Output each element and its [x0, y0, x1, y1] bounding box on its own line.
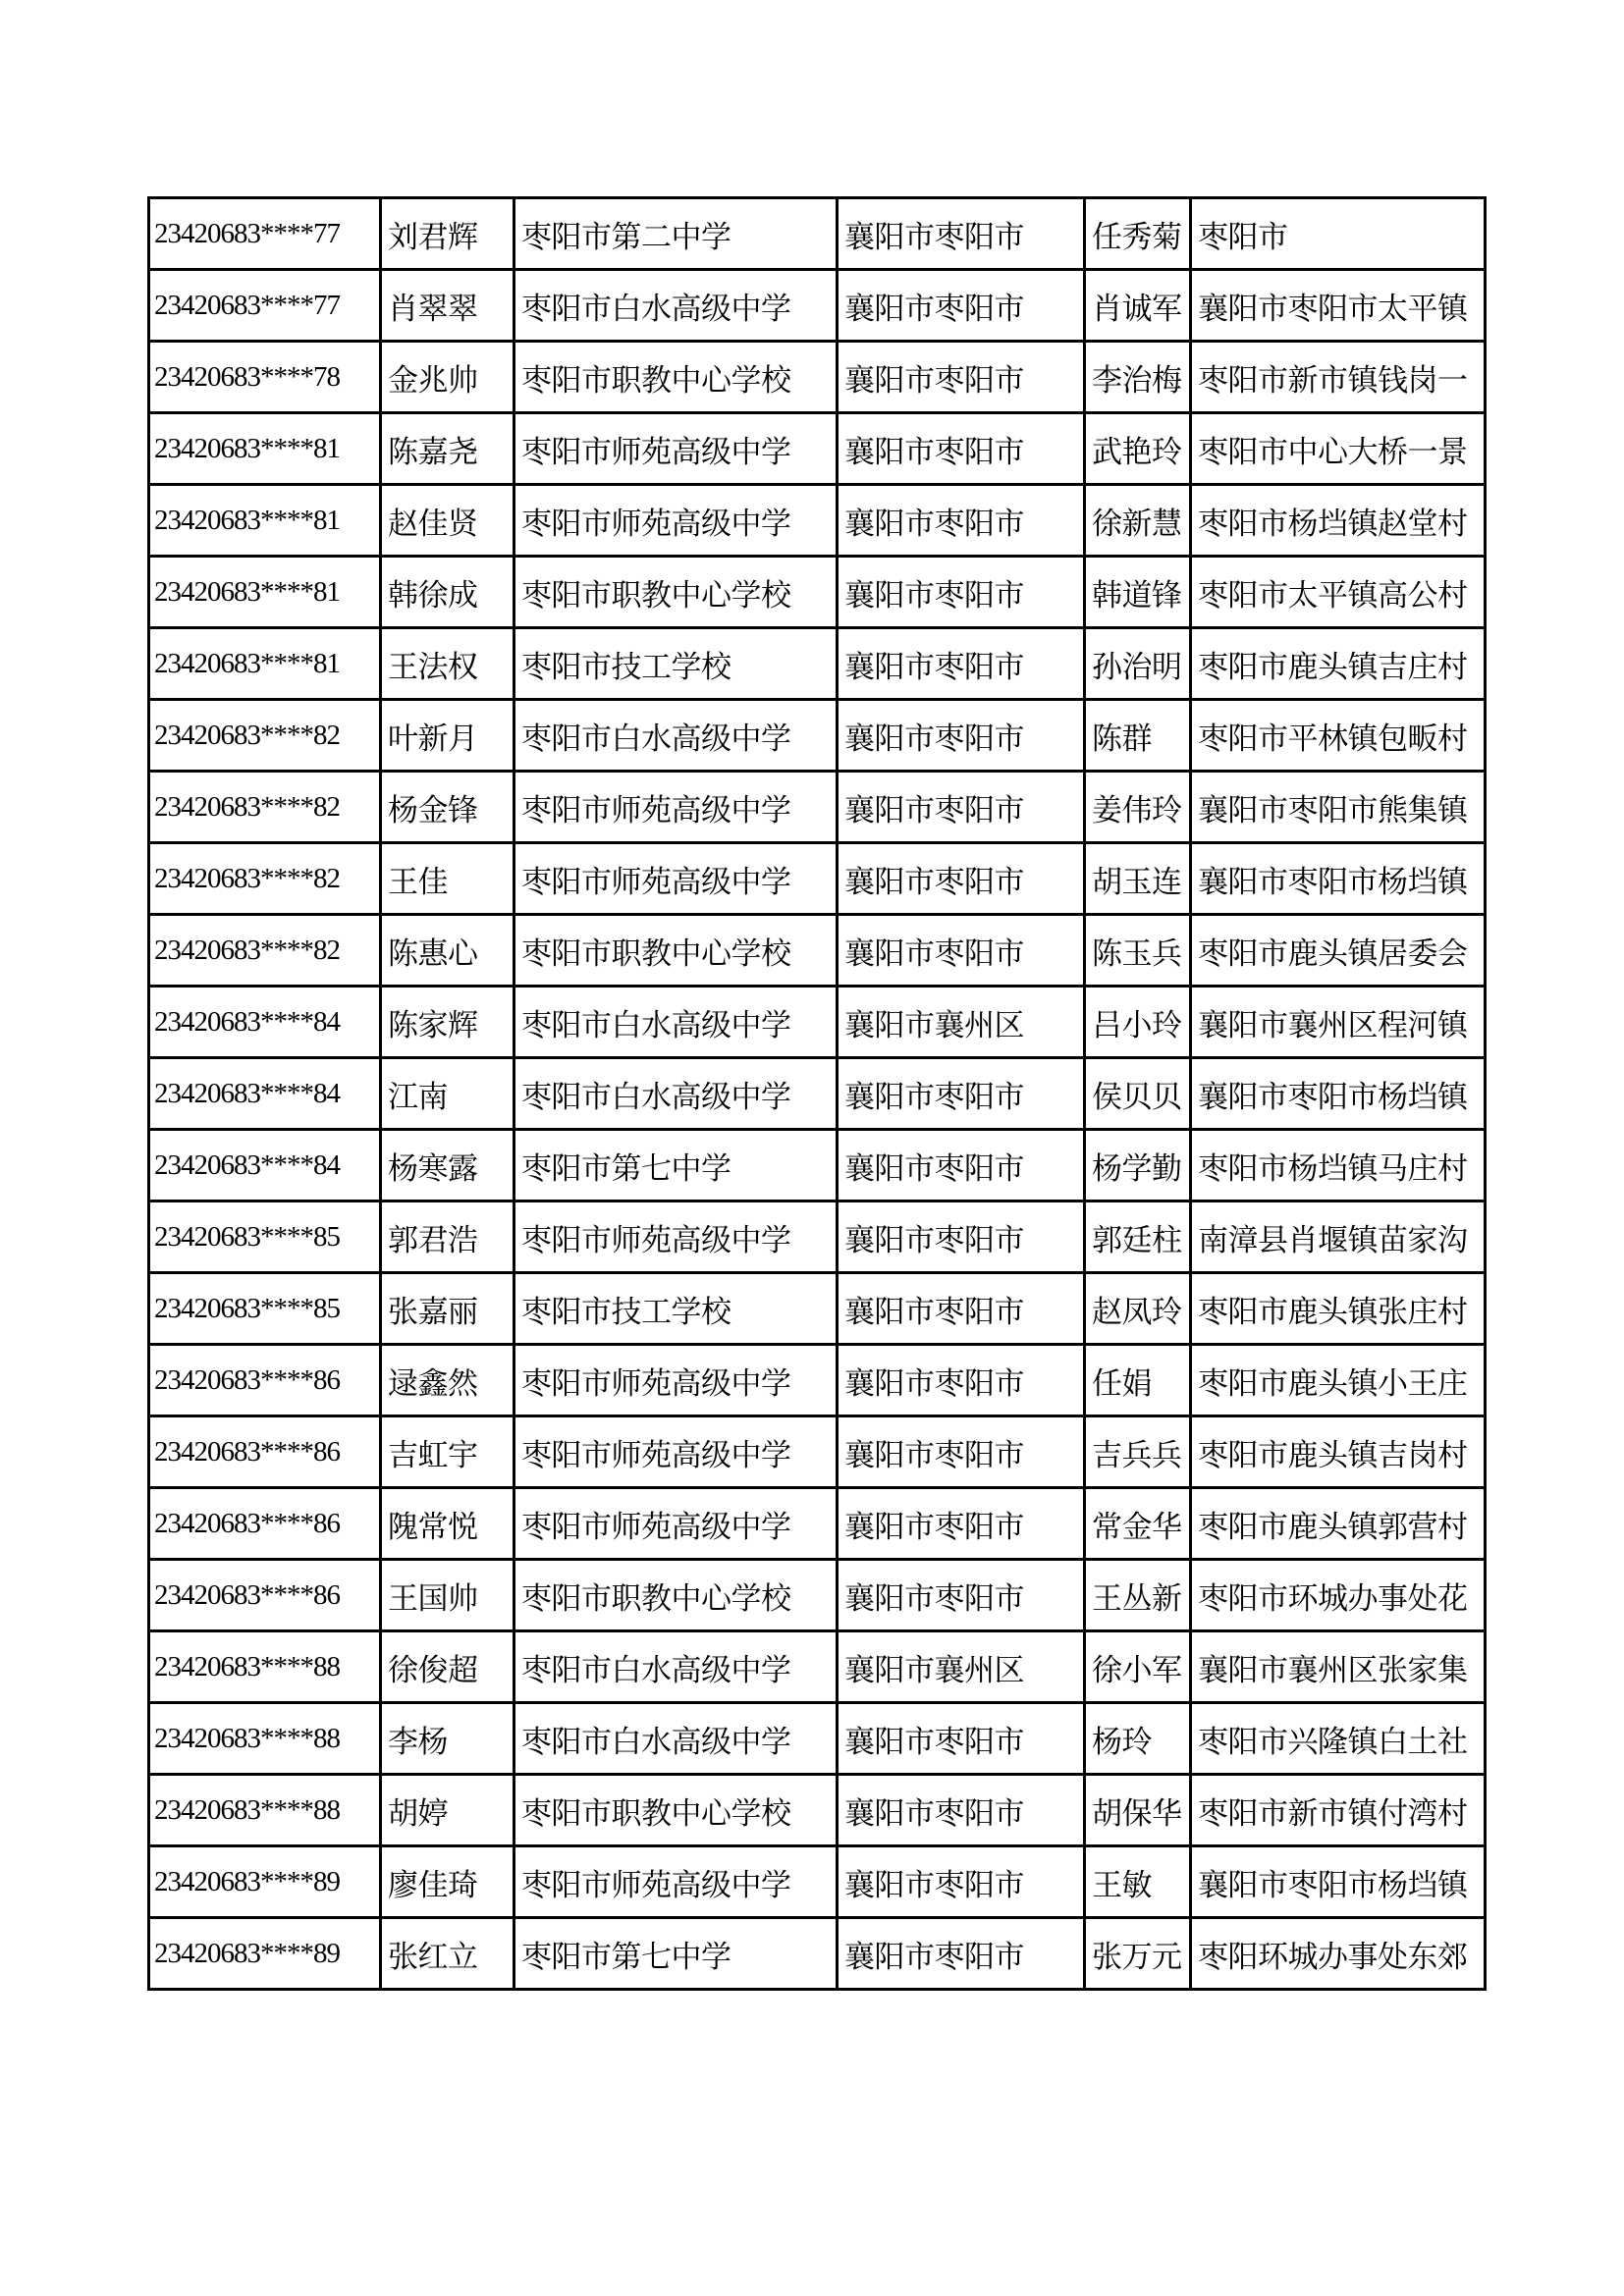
- cell-school: 枣阳市师苑高级中学: [514, 1488, 838, 1560]
- cell-address: 南漳县肖堰镇苗家沟: [1191, 1201, 1486, 1273]
- cell-student-name: 陈惠心: [381, 915, 514, 987]
- table-row: [149, 1560, 1486, 1631]
- cell-id-number: 23420683****86: [149, 1345, 381, 1416]
- cell-region: 襄阳市襄州区: [838, 987, 1085, 1058]
- cell-guardian-name: 姜伟玲: [1085, 772, 1191, 843]
- cell-id-number: 23420683****84: [149, 1058, 381, 1130]
- cell-region: 襄阳市枣阳市: [838, 1058, 1085, 1130]
- cell-id-number: 23420683****86: [149, 1488, 381, 1560]
- cell-address: 枣阳市中心大桥一景: [1191, 413, 1486, 485]
- cell-region: 襄阳市枣阳市: [838, 1775, 1085, 1846]
- cell-region: 襄阳市襄州区: [838, 1631, 1085, 1703]
- table-row: [149, 1273, 1486, 1345]
- cell-id-number: 23420683****77: [149, 270, 381, 342]
- cell-guardian-name: 徐新慧: [1085, 485, 1191, 557]
- cell-address: 枣阳市新市镇钱岗一: [1191, 342, 1486, 413]
- cell-guardian-name: 徐小军: [1085, 1631, 1191, 1703]
- cell-student-name: 张嘉丽: [381, 1273, 514, 1345]
- cell-school: 枣阳市技工学校: [514, 1273, 838, 1345]
- cell-id-number: 23420683****86: [149, 1560, 381, 1631]
- cell-region: 襄阳市枣阳市: [838, 843, 1085, 915]
- table-row: [149, 1775, 1486, 1846]
- cell-address: 枣阳市: [1191, 198, 1486, 270]
- cell-id-number: 23420683****88: [149, 1703, 381, 1775]
- cell-region: 襄阳市枣阳市: [838, 198, 1085, 270]
- cell-school: 枣阳市职教中心学校: [514, 1560, 838, 1631]
- table-row: [149, 700, 1486, 772]
- cell-guardian-name: 王敏: [1085, 1846, 1191, 1918]
- table-row: [149, 915, 1486, 987]
- cell-region: 襄阳市枣阳市: [838, 1560, 1085, 1631]
- cell-school: 枣阳市职教中心学校: [514, 1775, 838, 1846]
- cell-address: 襄阳市枣阳市太平镇: [1191, 270, 1486, 342]
- cell-id-number: 23420683****84: [149, 987, 381, 1058]
- cell-guardian-name: 陈玉兵: [1085, 915, 1191, 987]
- cell-address: 枣阳市杨垱镇马庄村: [1191, 1130, 1486, 1201]
- cell-school: 枣阳市技工学校: [514, 628, 838, 700]
- cell-guardian-name: 韩道锋: [1085, 557, 1191, 628]
- cell-student-name: 杨寒露: [381, 1130, 514, 1201]
- cell-id-number: 23420683****82: [149, 915, 381, 987]
- cell-guardian-name: 吉兵兵: [1085, 1416, 1191, 1488]
- cell-student-name: 逯鑫然: [381, 1345, 514, 1416]
- cell-school: 枣阳市第七中学: [514, 1130, 838, 1201]
- cell-student-name: 肖翠翠: [381, 270, 514, 342]
- cell-address: 枣阳市鹿头镇张庄村: [1191, 1273, 1486, 1345]
- cell-address: 枣阳市鹿头镇吉庄村: [1191, 628, 1486, 700]
- cell-region: 襄阳市枣阳市: [838, 413, 1085, 485]
- cell-id-number: 23420683****82: [149, 843, 381, 915]
- cell-school: 枣阳市白水高级中学: [514, 1058, 838, 1130]
- cell-guardian-name: 常金华: [1085, 1488, 1191, 1560]
- cell-guardian-name: 陈群: [1085, 700, 1191, 772]
- cell-address: 枣阳市太平镇高公村: [1191, 557, 1486, 628]
- table-row: [149, 1918, 1486, 1990]
- cell-address: 枣阳市鹿头镇吉岗村: [1191, 1416, 1486, 1488]
- cell-region: 襄阳市枣阳市: [838, 270, 1085, 342]
- cell-id-number: 23420683****85: [149, 1201, 381, 1273]
- table-row: [149, 413, 1486, 485]
- cell-region: 襄阳市枣阳市: [838, 1345, 1085, 1416]
- cell-school: 枣阳市师苑高级中学: [514, 1201, 838, 1273]
- cell-school: 枣阳市师苑高级中学: [514, 772, 838, 843]
- table-row: [149, 270, 1486, 342]
- cell-id-number: 23420683****85: [149, 1273, 381, 1345]
- cell-id-number: 23420683****82: [149, 700, 381, 772]
- cell-region: 襄阳市枣阳市: [838, 1130, 1085, 1201]
- cell-id-number: 23420683****86: [149, 1416, 381, 1488]
- cell-school: 枣阳市师苑高级中学: [514, 485, 838, 557]
- cell-student-name: 杨金锋: [381, 772, 514, 843]
- cell-student-name: 张红立: [381, 1918, 514, 1990]
- table-row: [149, 772, 1486, 843]
- cell-address: 枣阳市兴隆镇白土社: [1191, 1703, 1486, 1775]
- cell-school: 枣阳市白水高级中学: [514, 987, 838, 1058]
- cell-student-name: 李杨: [381, 1703, 514, 1775]
- cell-student-name: 江南: [381, 1058, 514, 1130]
- cell-id-number: 23420683****89: [149, 1846, 381, 1918]
- table-row: [149, 1631, 1486, 1703]
- cell-id-number: 23420683****81: [149, 628, 381, 700]
- cell-id-number: 23420683****88: [149, 1775, 381, 1846]
- cell-student-name: 陈家辉: [381, 987, 514, 1058]
- cell-student-name: 韩徐成: [381, 557, 514, 628]
- cell-guardian-name: 任娟: [1085, 1345, 1191, 1416]
- cell-address: 枣阳市环城办事处花: [1191, 1560, 1486, 1631]
- cell-student-name: 赵佳贤: [381, 485, 514, 557]
- cell-id-number: 23420683****78: [149, 342, 381, 413]
- cell-guardian-name: 肖诚军: [1085, 270, 1191, 342]
- cell-guardian-name: 赵凤玲: [1085, 1273, 1191, 1345]
- cell-id-number: 23420683****89: [149, 1918, 381, 1990]
- cell-address: 襄阳市枣阳市杨垱镇: [1191, 1058, 1486, 1130]
- cell-guardian-name: 吕小玲: [1085, 987, 1191, 1058]
- cell-guardian-name: 杨学勤: [1085, 1130, 1191, 1201]
- cell-school: 枣阳市师苑高级中学: [514, 1846, 838, 1918]
- student-table: [147, 196, 1487, 1991]
- cell-student-name: 王佳: [381, 843, 514, 915]
- table-row: [149, 1345, 1486, 1416]
- cell-guardian-name: 郭廷柱: [1085, 1201, 1191, 1273]
- cell-guardian-name: 张万元: [1085, 1918, 1191, 1990]
- cell-region: 襄阳市枣阳市: [838, 1201, 1085, 1273]
- table-row: [149, 987, 1486, 1058]
- cell-school: 枣阳市第二中学: [514, 198, 838, 270]
- cell-student-name: 隗常悦: [381, 1488, 514, 1560]
- cell-student-name: 郭君浩: [381, 1201, 514, 1273]
- table-row: [149, 843, 1486, 915]
- cell-region: 襄阳市枣阳市: [838, 557, 1085, 628]
- cell-guardian-name: 武艳玲: [1085, 413, 1191, 485]
- cell-region: 襄阳市枣阳市: [838, 1488, 1085, 1560]
- cell-school: 枣阳市白水高级中学: [514, 700, 838, 772]
- cell-region: 襄阳市枣阳市: [838, 1918, 1085, 1990]
- table-row: [149, 342, 1486, 413]
- cell-region: 襄阳市枣阳市: [838, 1416, 1085, 1488]
- cell-id-number: 23420683****77: [149, 198, 381, 270]
- cell-address: 枣阳市鹿头镇郭营村: [1191, 1488, 1486, 1560]
- cell-guardian-name: 侯贝贝: [1085, 1058, 1191, 1130]
- cell-region: 襄阳市枣阳市: [838, 772, 1085, 843]
- cell-address: 襄阳市枣阳市杨垱镇: [1191, 1846, 1486, 1918]
- cell-school: 枣阳市白水高级中学: [514, 1703, 838, 1775]
- cell-student-name: 王国帅: [381, 1560, 514, 1631]
- cell-school: 枣阳市第七中学: [514, 1918, 838, 1990]
- table-row: [149, 198, 1486, 270]
- cell-region: 襄阳市枣阳市: [838, 628, 1085, 700]
- cell-guardian-name: 王丛新: [1085, 1560, 1191, 1631]
- cell-region: 襄阳市枣阳市: [838, 700, 1085, 772]
- cell-region: 襄阳市枣阳市: [838, 915, 1085, 987]
- cell-school: 枣阳市职教中心学校: [514, 915, 838, 987]
- cell-school: 枣阳市白水高级中学: [514, 270, 838, 342]
- cell-address: 襄阳市襄州区程河镇: [1191, 987, 1486, 1058]
- cell-id-number: 23420683****88: [149, 1631, 381, 1703]
- cell-school: 枣阳市师苑高级中学: [514, 843, 838, 915]
- cell-guardian-name: 胡玉连: [1085, 843, 1191, 915]
- cell-id-number: 23420683****82: [149, 772, 381, 843]
- table-row: [149, 1416, 1486, 1488]
- cell-address: 枣阳市平林镇包畈村: [1191, 700, 1486, 772]
- cell-address: 襄阳市枣阳市熊集镇: [1191, 772, 1486, 843]
- cell-school: 枣阳市白水高级中学: [514, 1631, 838, 1703]
- cell-address: 枣阳环城办事处东郊: [1191, 1918, 1486, 1990]
- cell-region: 襄阳市枣阳市: [838, 342, 1085, 413]
- table-row: [149, 1703, 1486, 1775]
- table-row: [149, 1130, 1486, 1201]
- cell-id-number: 23420683****81: [149, 413, 381, 485]
- cell-address: 襄阳市襄州区张家集: [1191, 1631, 1486, 1703]
- cell-school: 枣阳市师苑高级中学: [514, 413, 838, 485]
- cell-region: 襄阳市枣阳市: [838, 1846, 1085, 1918]
- cell-student-name: 廖佳琦: [381, 1846, 514, 1918]
- cell-student-name: 胡婷: [381, 1775, 514, 1846]
- cell-guardian-name: 杨玲: [1085, 1703, 1191, 1775]
- cell-school: 枣阳市职教中心学校: [514, 557, 838, 628]
- cell-student-name: 金兆帅: [381, 342, 514, 413]
- cell-guardian-name: 李治梅: [1085, 342, 1191, 413]
- table-row: [149, 557, 1486, 628]
- table-row: [149, 1058, 1486, 1130]
- table-row: [149, 1846, 1486, 1918]
- cell-school: 枣阳市师苑高级中学: [514, 1416, 838, 1488]
- table-body: [149, 198, 1486, 1990]
- cell-guardian-name: 任秀菊: [1085, 198, 1191, 270]
- cell-address: 枣阳市鹿头镇小王庄: [1191, 1345, 1486, 1416]
- cell-student-name: 刘君辉: [381, 198, 514, 270]
- cell-student-name: 叶新月: [381, 700, 514, 772]
- cell-school: 枣阳市师苑高级中学: [514, 1345, 838, 1416]
- cell-guardian-name: 胡保华: [1085, 1775, 1191, 1846]
- cell-id-number: 23420683****84: [149, 1130, 381, 1201]
- cell-guardian-name: 孙治明: [1085, 628, 1191, 700]
- cell-address: 枣阳市鹿头镇居委会: [1191, 915, 1486, 987]
- cell-student-name: 徐俊超: [381, 1631, 514, 1703]
- cell-student-name: 陈嘉尧: [381, 413, 514, 485]
- cell-id-number: 23420683****81: [149, 485, 381, 557]
- cell-school: 枣阳市职教中心学校: [514, 342, 838, 413]
- cell-address: 枣阳市杨垱镇赵堂村: [1191, 485, 1486, 557]
- table-row: [149, 1201, 1486, 1273]
- cell-address: 襄阳市枣阳市杨垱镇: [1191, 843, 1486, 915]
- cell-address: 枣阳市新市镇付湾村: [1191, 1775, 1486, 1846]
- cell-region: 襄阳市枣阳市: [838, 1273, 1085, 1345]
- cell-region: 襄阳市枣阳市: [838, 485, 1085, 557]
- cell-student-name: 吉虹宇: [381, 1416, 514, 1488]
- cell-id-number: 23420683****81: [149, 557, 381, 628]
- table-row: [149, 1488, 1486, 1560]
- cell-region: 襄阳市枣阳市: [838, 1703, 1085, 1775]
- cell-student-name: 王法权: [381, 628, 514, 700]
- table-row: [149, 628, 1486, 700]
- table-row: [149, 485, 1486, 557]
